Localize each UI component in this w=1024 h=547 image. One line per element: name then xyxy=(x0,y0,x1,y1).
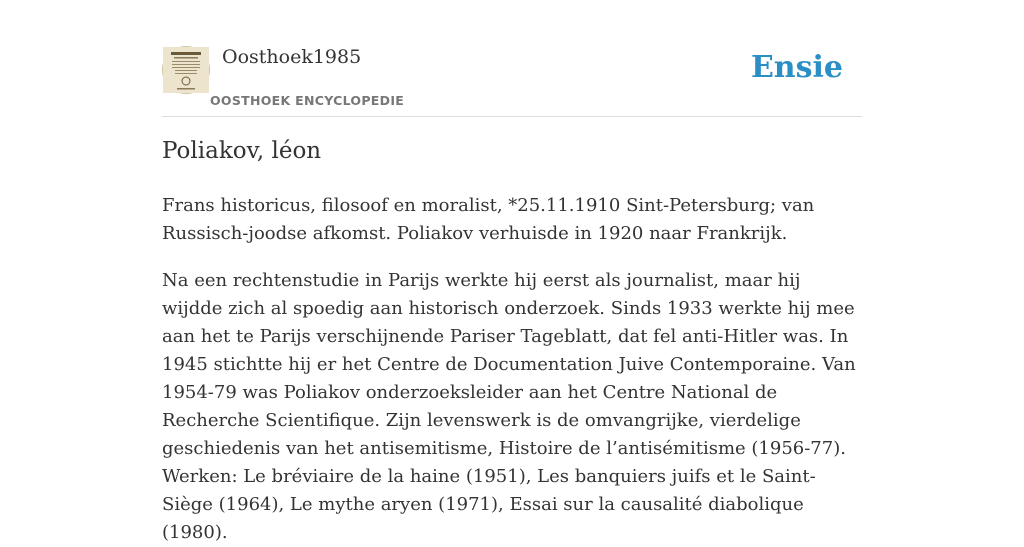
article-paragraph: Na een rechtenstudie in Parijs werkte hij eerst als journalist, maar hij wijdde zich al spoedig aan historisch onderzoek. Sinds 1933 werkte hij mee aan het te Parijs verschijnende Pariser Tageblatt, dat fel anti-Hitler was. In 1945 stichtte hij er het Centre de Documentation Juive Contemporaine. Van 1954-79 was Poliakov onderzoeksleider aan het Centre National de Recherche Scientifique. Zijn levenswerk is de omvangrijke, vierdelige geschiedenis van het antisemitisme, Histoire de l’antisémitisme (1956-77). Werken: Le bréviaire de la haine (1951), Les banquiers juifs et le Saint-Siège (1964), Le mythe aryen (1971), Essai sur la causalité diabolique (1980). xyxy=(162,270,856,543)
encyclopedia-title-page-icon[interactable] xyxy=(162,46,210,94)
site-logo[interactable]: Ensie xyxy=(750,50,843,85)
author-header xyxy=(162,0,862,117)
article-paragraph: Frans historicus, filosoof en moralist, *25.11.1910 Sint-Petersburg; van Russisch-joodse afkomst. Poliakov verhuisde in 1920 naar Frankrijk. xyxy=(162,195,815,244)
author-username[interactable]: Oosthoek1985 xyxy=(222,46,362,68)
source-label[interactable]: OOSTHOEK ENCYCLOPEDIE xyxy=(210,93,405,108)
page-container xyxy=(162,0,862,543)
article-title: Poliakov, léon xyxy=(162,138,322,164)
